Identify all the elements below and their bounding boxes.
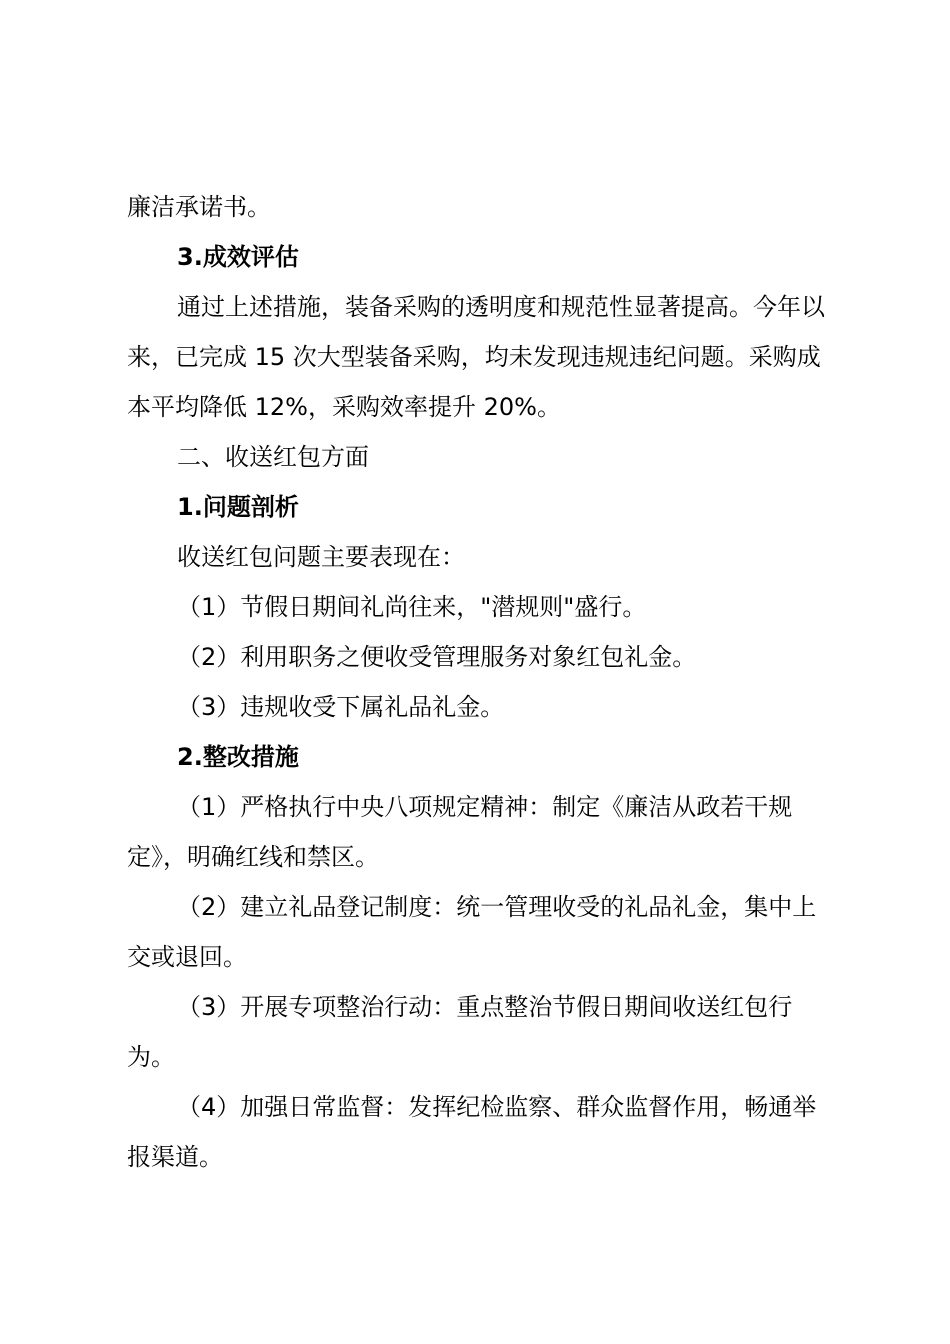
list-item-problem-3: （3）违规收受下属礼品礼金。: [177, 693, 505, 721]
list-item-measure-2: （2）建立礼品登记制度：统一管理收受的礼品礼金，集中上交或退回。: [127, 893, 817, 971]
list-item-measure-3: （3）开展专项整治行动：重点整治节假日期间收送红包行为。: [127, 993, 793, 1071]
list-item-measure-1: （1）严格执行中央八项规定精神：制定《廉洁从政若干规定》，明确红线和禁区。: [127, 793, 793, 871]
paragraph-pledge-end: 廉洁承诺书。: [127, 193, 271, 221]
heading-problem-analysis: 1.问题剖析: [177, 493, 299, 521]
heading-rectification-measures: 2.整改措施: [177, 743, 299, 771]
list-item-measure-4: （4）加强日常监督：发挥纪检监察、群众监督作用，畅通举报渠道。: [127, 1093, 817, 1171]
section-heading-red-envelope: 二、收送红包方面: [177, 443, 369, 471]
paragraph-evaluation-result: 通过上述措施，装备采购的透明度和规范性显著提高。今年以来，已完成 15 次大型装备采购，均未发现违规违纪问题。采购成本平均降低 12%，采购效率提升 20%。: [127, 293, 825, 421]
paragraph-problem-intro: 收送红包问题主要表现在：: [177, 543, 465, 571]
list-item-problem-1: （1）节假日期间礼尚往来，"潜规则"盛行。: [177, 593, 647, 621]
list-item-problem-2: （2）利用职务之便收受管理服务对象红包礼金。: [177, 643, 697, 671]
heading-effect-evaluation: 3.成效评估: [177, 243, 299, 271]
document-body: [127, 182, 839, 1182]
